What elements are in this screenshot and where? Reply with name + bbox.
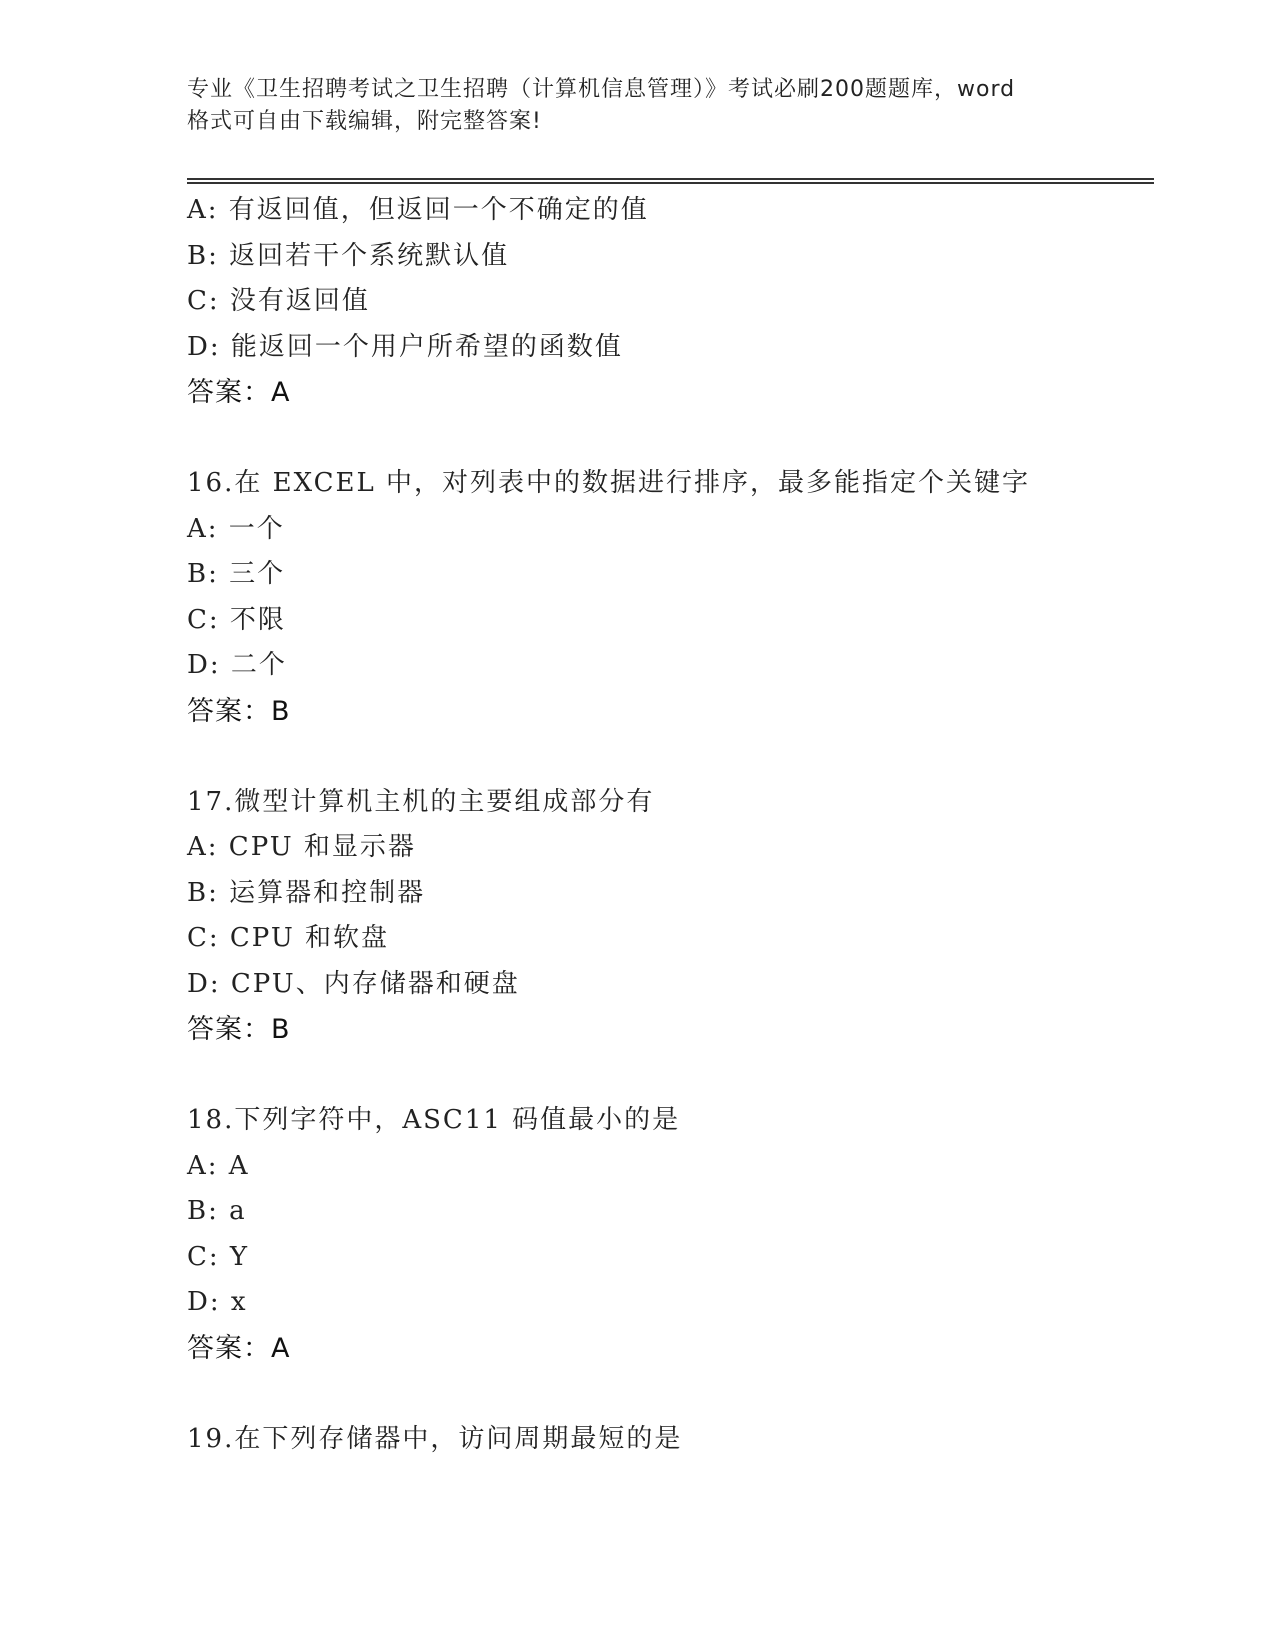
option-c: C: CPU 和软盘	[187, 923, 390, 953]
option-d: D: x	[187, 1287, 248, 1317]
spacer	[187, 734, 1147, 780]
answer: 答案：A	[187, 1332, 291, 1364]
option-d: D: 能返回一个用户所希望的函数值	[187, 331, 623, 362]
question-text: 18.下列字符中，ASC11 码值最小的是	[187, 1105, 681, 1135]
spacer	[187, 1053, 1147, 1099]
header-line-2: 格式可自由下载编辑，附完整答案!	[187, 109, 542, 134]
option-a: A: 有返回值，但返回一个不确定的值	[187, 195, 649, 225]
question-16	[187, 461, 1147, 734]
header-divider-top	[187, 178, 1154, 180]
question-19	[187, 1417, 1147, 1463]
option-d: D: CPU、内存储器和硬盘	[187, 968, 520, 999]
spacer	[187, 416, 1147, 462]
question-17	[187, 780, 1147, 1053]
option-c: C: 不限	[187, 604, 286, 635]
header-divider-bottom	[187, 182, 1154, 184]
answer: 答案：B	[187, 1014, 291, 1045]
option-b: B: a	[187, 1196, 247, 1226]
option-b: B: 返回若干个系统默认值	[187, 240, 510, 271]
question-list	[187, 188, 1147, 1462]
header-line-1: 专业《卫生招聘考试之卫生招聘（计算机信息管理）》考试必刷200题题库，word	[187, 77, 1016, 102]
document-header	[187, 74, 1087, 138]
option-a: A: 一个	[187, 513, 285, 544]
option-d: D: 二个	[187, 650, 287, 680]
question-text: 17.微型计算机主机的主要组成部分有	[187, 786, 655, 817]
question-text: 16.在 EXCEL 中，对列表中的数据进行排序，最多能指定个关键字	[187, 468, 1031, 498]
question-text: 19.在下列存储器中，访问周期最短的是	[187, 1423, 683, 1454]
option-c: C: 没有返回值	[187, 286, 370, 316]
option-b: B: 三个	[187, 559, 286, 589]
option-b: B: 运算器和控制器	[187, 877, 426, 908]
question-18	[187, 1098, 1147, 1371]
question-15	[187, 188, 1147, 416]
option-c: C: Y	[187, 1241, 250, 1272]
option-a: A: CPU 和显示器	[187, 832, 416, 862]
answer: 答案：B	[187, 695, 291, 727]
spacer	[187, 1371, 1147, 1417]
answer: 答案：A	[187, 377, 291, 408]
option-a: A: A	[187, 1150, 250, 1181]
